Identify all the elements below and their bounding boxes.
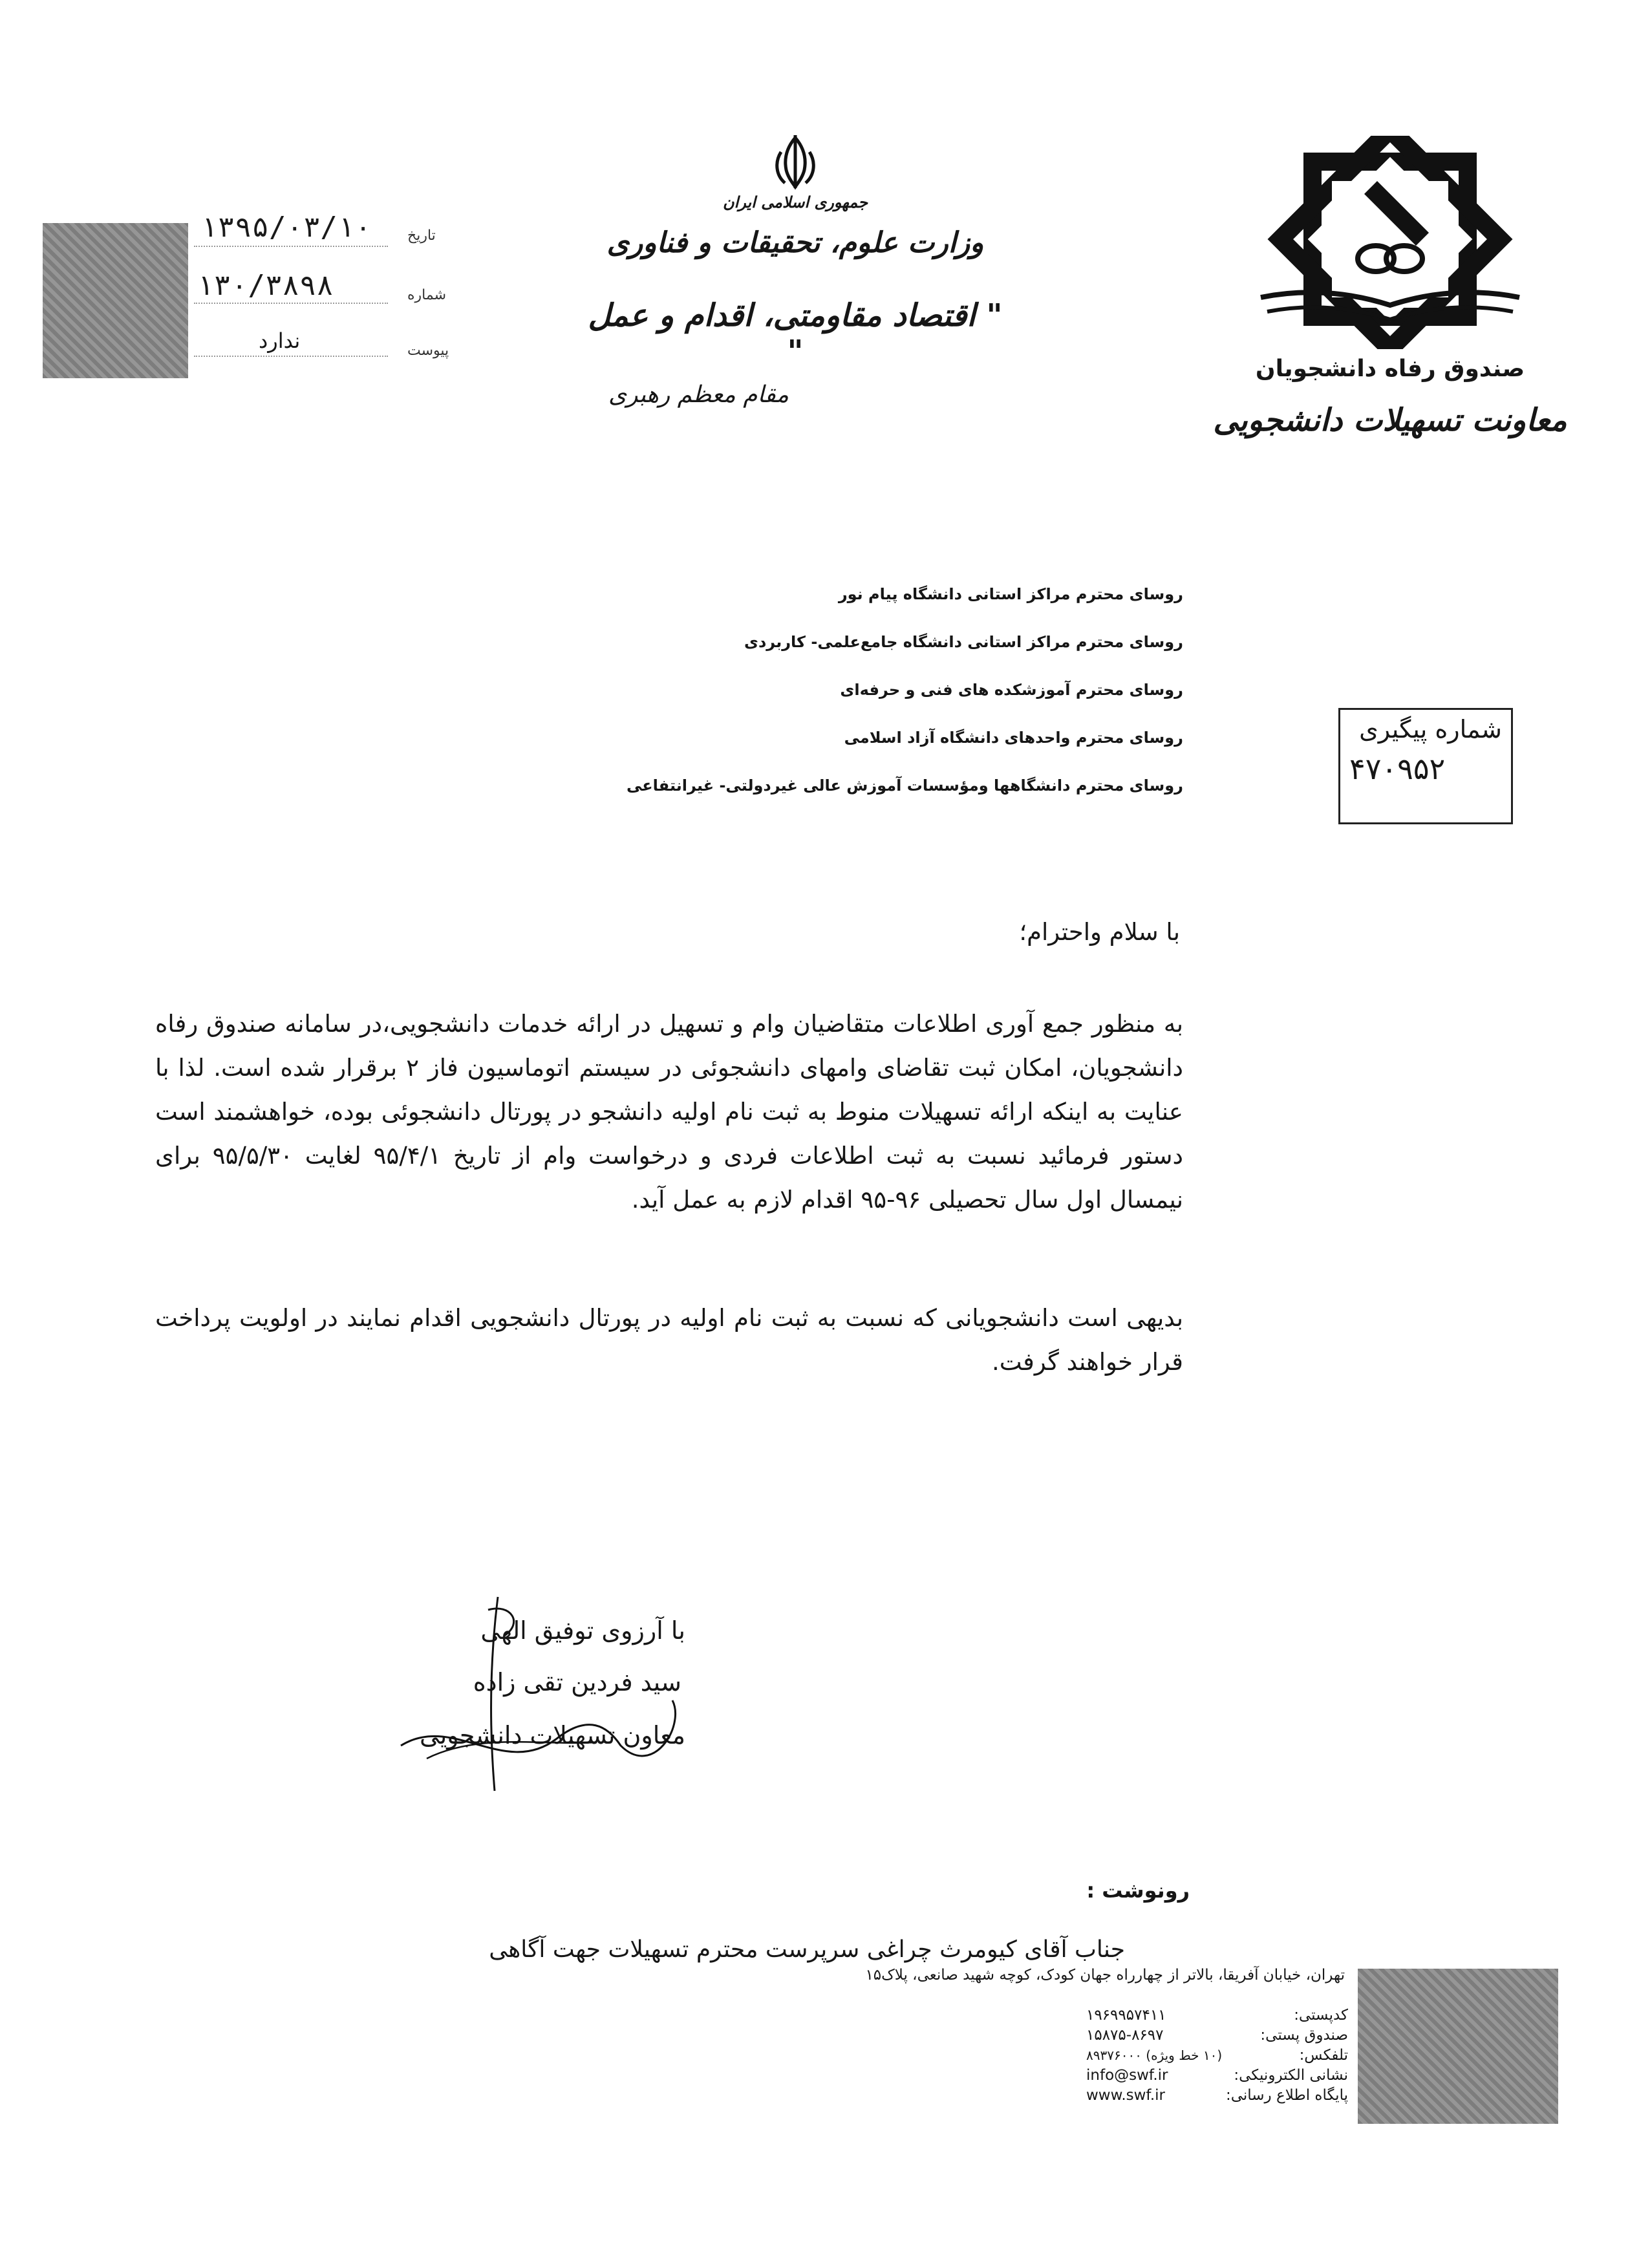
attachment-value: ندارد bbox=[259, 328, 301, 353]
recipient-4: روسای محترم واحدهای دانشگاه آزاد اسلامی bbox=[844, 729, 1183, 747]
slogan-source: مقام معظم رهبری bbox=[608, 381, 789, 408]
number-field bbox=[194, 264, 459, 309]
date-field bbox=[194, 207, 459, 252]
po-box-label: صندوق پستی: bbox=[1260, 2027, 1348, 2044]
body-paragraph-2: بدیهی است دانشجویانی که نسبت به ثبت نام اولیه در پورتال دانشجویی اقدام نمایند در اولویت پرداخت قرار خواهند گرفت. bbox=[155, 1304, 1183, 1376]
redacted-image-footer bbox=[1358, 1969, 1558, 2124]
attachment-rule bbox=[194, 356, 388, 357]
phone-value: (۱۰ خط ویژه) ۸۹۳۷۶۰۰۰ bbox=[1086, 2048, 1223, 2063]
address-text: خیابان آفریقا، بالاتر از چهارراه جهان کودک، کوچه شهید صانعی، پلاک۱۵ bbox=[865, 1967, 1302, 1984]
signature-title: معاون تسهیلات دانشجویی bbox=[420, 1721, 685, 1749]
postal-code-label: کدپستی: bbox=[1294, 2007, 1348, 2024]
po-box-value: ۱۵۸۷۵-۸۶۹۷ bbox=[1086, 2027, 1164, 2044]
email-label: نشانی الکترونیکی: bbox=[1234, 2067, 1348, 2084]
date-rule bbox=[194, 246, 388, 247]
tracking-box bbox=[1338, 708, 1513, 824]
slogan: " اقتصاد مقاومتی، اقدام و عمل " bbox=[588, 297, 1003, 370]
date-label: تاریخ bbox=[407, 228, 436, 244]
state-emblem-icon bbox=[769, 133, 821, 191]
cc-label: رونوشت : bbox=[1086, 1878, 1190, 1903]
greeting: با سلام واحترام؛ bbox=[1019, 918, 1180, 946]
signature-name: سید فردین تقی زاده bbox=[473, 1668, 681, 1696]
number-label: شماره bbox=[407, 287, 447, 303]
recipient-5: روسای محترم دانشگاهها ومؤسسات آموزش عالی غیردولتی- غیرانتفاعی bbox=[626, 776, 1183, 795]
number-value: ۱۳۰/۳۸۹۸ bbox=[197, 269, 334, 302]
republic-title: جمهوری اسلامی ایران bbox=[722, 193, 868, 211]
organization-logo-icon bbox=[1248, 136, 1532, 349]
handwritten-signature bbox=[349, 1584, 711, 1797]
footer-values bbox=[1086, 2006, 1235, 2106]
footer-address bbox=[865, 1965, 1345, 1985]
postal-code-value: ۱۹۶۹۹۵۷۴۱۱ bbox=[1086, 2007, 1166, 2024]
cc-item: جناب آقای کیومرث چراغی سرپرست محترم تسهیلات جهت آگاهی bbox=[489, 1936, 1125, 1963]
recipient-1: روسای محترم مراکز استانی دانشگاه پیام نور bbox=[838, 585, 1183, 603]
footer-labels bbox=[1219, 2006, 1348, 2106]
redacted-image-top bbox=[43, 223, 188, 378]
body-paragraph-1: به منظور جمع آوری اطلاعات متقاضیان وام و تسهیل در ارائه خدمات دانشجویی،در سامانه صندوق رفاه دانشجویان، امکان ثبت تقاضای وامهای دانشجوئی در سیستم اتوماسیون فاز ۲ برقرار شده است. لذا با عنایت به اینکه ارائه تسهیلات منوط به ثبت نام اولیه دانشجو در پورتال دانشجوئی بوده، خواهشمند است دستور فرمائید نسبت به ثبت اطلاعات فردی و درخواست وام از تاریخ ۹۵/۴/۱ لغایت ۹۵/۵/۳۰ برای نیمسال اول سال تحصیلی ۹۶-۹۵ اقدام لازم به عمل آید. bbox=[155, 1010, 1183, 1214]
attachment-label: پیوست bbox=[407, 343, 449, 359]
department-name: معاونت تسهیلات دانشجویی bbox=[1213, 402, 1567, 438]
number-rule bbox=[194, 303, 388, 304]
phone-label: تلفکس: bbox=[1299, 2047, 1348, 2064]
address-label: تهران، bbox=[1305, 1967, 1345, 1984]
website-label: پایگاه اطلاع رسانی: bbox=[1225, 2087, 1348, 2104]
organization-name: صندوق رفاه دانشجویان bbox=[1255, 356, 1525, 382]
website-link[interactable]: www.swf.ir bbox=[1086, 2087, 1166, 2104]
signature-closing: با آرزوی توفیق الهی bbox=[480, 1616, 685, 1645]
date-value: ۱۳۹۵/۰۳/۱۰ bbox=[200, 211, 372, 244]
attachment-field bbox=[194, 322, 459, 367]
recipients-list bbox=[582, 585, 1183, 824]
tracking-label: شماره پیگیری bbox=[1359, 715, 1502, 744]
tracking-number: ۴۷۰۹۵۲ bbox=[1349, 751, 1446, 786]
recipient-2: روسای محترم مراکز استانی دانشگاه جامع‌علمی- کاربردی bbox=[744, 633, 1183, 651]
ministry-title: وزارت علوم، تحقیقات و فناوری bbox=[606, 226, 984, 259]
recipient-3: روسای محترم آموزشکده های فنی و حرفه‌ای bbox=[840, 681, 1183, 699]
organization-logo bbox=[1248, 136, 1532, 349]
email-link[interactable]: info@swf.ir bbox=[1086, 2067, 1168, 2084]
